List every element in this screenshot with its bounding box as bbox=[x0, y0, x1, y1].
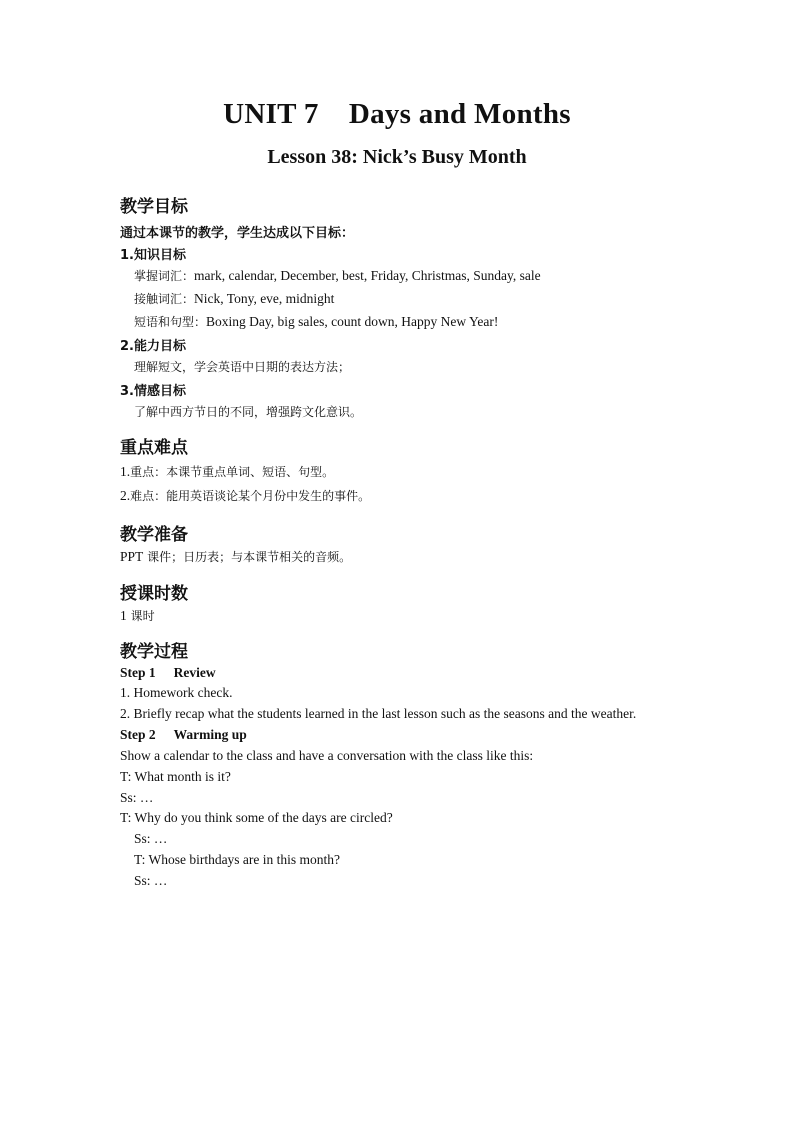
preparation-heading: 教学准备 bbox=[120, 525, 188, 545]
ability-heading: 2.能力目标 bbox=[120, 339, 186, 354]
focus-text: ：本课节重点单词、短语、句型。 bbox=[154, 465, 335, 479]
mastery-words: mark, calendar, December, best, Friday, Christmas, Sunday, sale bbox=[194, 268, 541, 283]
step2-line: Ss: … bbox=[134, 831, 168, 846]
step1-heading bbox=[120, 665, 216, 681]
contact-vocab-line bbox=[134, 290, 334, 307]
difficulty-text: ：能用英语谈论某个月份中发生的事件。 bbox=[154, 489, 371, 503]
ability-text: 理解短文，学会英语中日期的表达方法； bbox=[134, 360, 351, 374]
process-heading: 教学过程 bbox=[120, 642, 188, 662]
step1-line: 2. Briefly recap what the students learned in the last lesson such as the seasons and the weather. bbox=[120, 706, 637, 721]
knowledge-heading: 1.知识目标 bbox=[120, 248, 186, 263]
step2-heading bbox=[120, 727, 247, 743]
emotion-heading: 3.情感目标 bbox=[120, 384, 186, 399]
lesson-title: Lesson 38: Nick’s Busy Month bbox=[267, 146, 527, 168]
phrase-words: Boxing Day, big sales, count down, Happy New Year! bbox=[206, 314, 499, 329]
difficulty-line bbox=[120, 487, 370, 504]
preparation-ppt: PPT bbox=[120, 549, 144, 564]
step2-line: T: Whose birthdays are in this month? bbox=[134, 852, 341, 867]
mastery-vocab-line bbox=[134, 267, 541, 284]
key-points-heading: 重点难点 bbox=[120, 438, 188, 458]
preparation-line bbox=[120, 548, 351, 565]
hours-text: 课时 bbox=[126, 609, 155, 623]
step2-label: Step 2 bbox=[120, 727, 156, 742]
focus-line bbox=[120, 463, 334, 480]
unit-title: UNIT 7 Days and Months bbox=[223, 98, 571, 130]
step2-line: Ss: … bbox=[134, 873, 168, 888]
hours-line bbox=[120, 607, 155, 624]
step1-line: 1. Homework check. bbox=[120, 685, 233, 700]
objectives-intro: 通过本课节的教学，学生达成以下目标： bbox=[120, 226, 355, 241]
focus-number: 1. bbox=[120, 464, 131, 479]
step2-line: Ss: … bbox=[120, 790, 154, 805]
difficulty-number: 2. bbox=[120, 488, 131, 503]
hours-heading: 授课时数 bbox=[120, 584, 188, 604]
step1-label: Step 1 bbox=[120, 665, 156, 680]
step2-line: T: Why do you think some of the days are circled? bbox=[120, 810, 393, 825]
difficulty-label: 难点 bbox=[130, 489, 155, 503]
phrase-label: 短语和句型： bbox=[134, 315, 207, 329]
emotion-text: 了解中西方节日的不同，增强跨文化意识。 bbox=[134, 405, 363, 419]
step2-line: T: What month is it? bbox=[120, 769, 231, 784]
objectives-heading: 教学目标 bbox=[120, 197, 188, 217]
step2-line: Show a calendar to the class and have a conversation with the class like this: bbox=[120, 748, 534, 763]
phrase-line bbox=[134, 313, 498, 330]
mastery-label: 掌握词汇： bbox=[134, 269, 195, 283]
hours-number: 1 bbox=[120, 608, 127, 623]
step1-name: Review bbox=[173, 665, 216, 680]
preparation-text: 课件；日历表；与本课节相关的音频。 bbox=[143, 550, 352, 564]
focus-label: 重点 bbox=[130, 465, 155, 479]
contact-words: Nick, Tony, eve, midnight bbox=[194, 291, 335, 306]
step2-name: Warming up bbox=[173, 727, 247, 742]
contact-label: 接触词汇： bbox=[134, 292, 195, 306]
